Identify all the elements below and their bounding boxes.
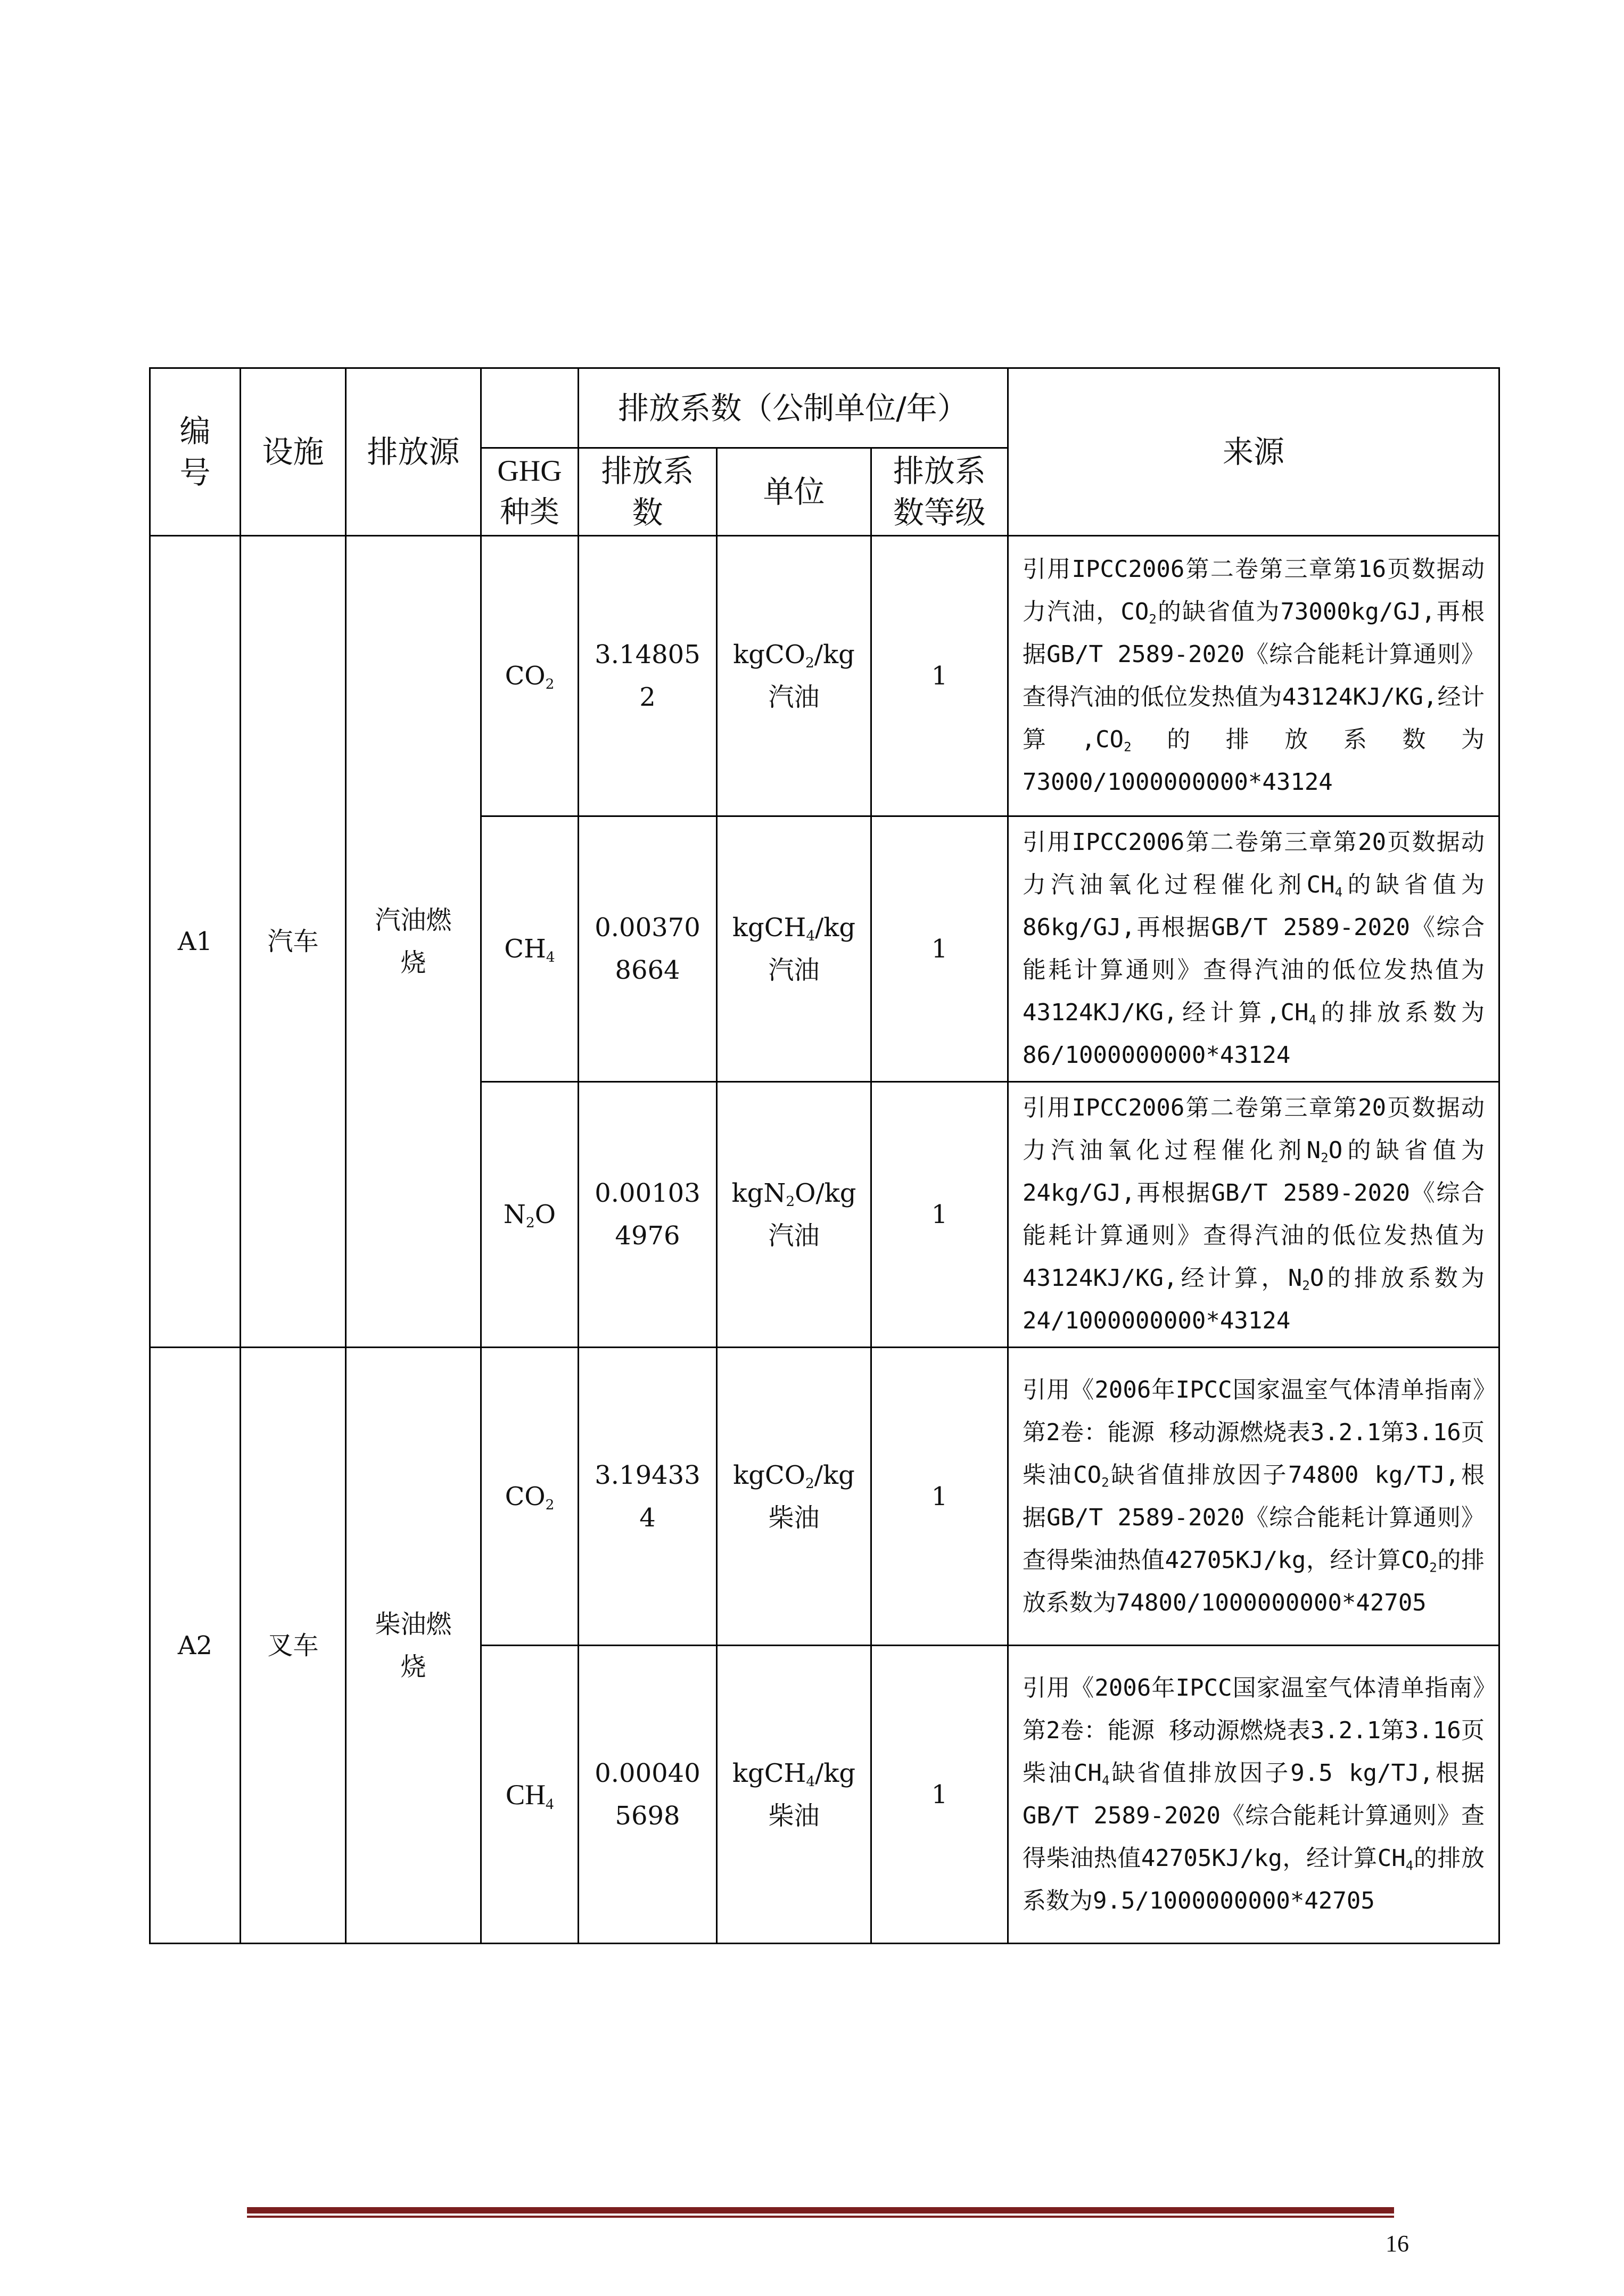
header-source: 排放源: [346, 368, 481, 536]
header-factor: 排放系 数: [579, 448, 717, 536]
cell-unit: kgCO$_2$/kg 柴油: [717, 1348, 871, 1646]
cell-grade: 1: [871, 1082, 1008, 1348]
cell-id: A1: [150, 536, 241, 1348]
cell-ghg: $CO_2$: [481, 536, 579, 816]
header-facility: 设施: [241, 368, 346, 536]
cell-origin: 引用IPCC2006第二卷第三章第20页数据动力汽油氧化过程催化剂$N_2O$的缺省值为24kg/GJ,再根据GB/T 2589-2020《综合能耗计算通则》查得汽油的低位发热值为43124KJ/KG,经计算，$N_2O$的排放系数为24/1000000000*43124: [1008, 1082, 1499, 1348]
header-origin: 来源: [1008, 368, 1499, 536]
cell-unit: kgCH$_4$/kg 柴油: [717, 1646, 871, 1944]
header-grade: 排放系 数等级: [871, 448, 1008, 536]
cell-grade: 1: [871, 1348, 1008, 1646]
cell-origin: 引用IPCC2006第二卷第三章第16页数据动力汽油，$CO_2$的缺省值为73000kg/GJ,再根据GB/T 2589-2020《综合能耗计算通则》查得汽油的低位发热值为43124KJ/KG,经计算$,CO_2$的排放系数为73000/1000000000*43124: [1008, 536, 1499, 816]
table-row: [150, 1348, 1499, 1646]
header-unit: 单位: [717, 448, 871, 536]
cell-facility: 汽车: [241, 536, 346, 1348]
footer-rule-thin: [247, 2216, 1394, 2218]
cell-grade: 1: [871, 816, 1008, 1082]
footer-rule: [247, 2207, 1394, 2214]
cell-ghg: $CO_2$: [481, 1348, 579, 1646]
header-id: 编 号: [150, 368, 241, 536]
cell-ghg: $N_2O$: [481, 1082, 579, 1348]
cell-grade: 1: [871, 1646, 1008, 1944]
header-ghg: GHG 种类: [481, 448, 579, 536]
cell-unit: kgCO$_2$/kg 汽油: [717, 536, 871, 816]
cell-factor: 0.00103 4976: [579, 1082, 717, 1348]
cell-factor: 0.00040 5698: [579, 1646, 717, 1944]
cell-unit: kgN$_2$O/kg 汽油: [717, 1082, 871, 1348]
page-number: 16: [1386, 2231, 1409, 2257]
cell-factor: 3.14805 2: [579, 536, 717, 816]
table-row: [150, 536, 1499, 816]
cell-origin: 引用《2006年IPCC国家温室气体清单指南》第2卷：能源 移动源燃烧表3.2.1第3.16页柴油$CO_2$缺省值排放因子74800 kg/TJ,根据GB/T 2589-2020《综合能耗计算通则》查得柴油热值42705KJ/kg，经计算$CO_2$的排放系数为74800/1000000000*42705: [1008, 1348, 1499, 1646]
emission-factor-table: [149, 367, 1500, 1944]
header-factor-group: 排放系数（公制单位/年）: [579, 368, 1008, 448]
cell-source: 汽油燃 烧: [346, 536, 481, 1348]
cell-unit: kgCH$_4$/kg 汽油: [717, 816, 871, 1082]
cell-grade: 1: [871, 536, 1008, 816]
cell-factor: 0.00370 8664: [579, 816, 717, 1082]
cell-origin: 引用《2006年IPCC国家温室气体清单指南》第2卷：能源 移动源燃烧表3.2.1第3.16页柴油$CH_4$缺省值排放因子9.5 kg/TJ,根据GB/T 2589-2020《综合能耗计算通则》查得柴油热值42705KJ/kg，经计算$CH_4$的排放系数为9.5/1000000000*42705: [1008, 1646, 1499, 1944]
cell-id: A2: [150, 1348, 241, 1944]
header-blank: [481, 368, 579, 448]
cell-origin: 引用IPCC2006第二卷第三章第20页数据动力汽油氧化过程催化剂$CH_4$的缺省值为86kg/GJ,再根据GB/T 2589-2020《综合能耗计算通则》查得汽油的低位发热值为43124KJ/KG,经计算$,CH_4$的排放系数为86/1000000000*43124: [1008, 816, 1499, 1082]
cell-factor: 3.19433 4: [579, 1348, 717, 1646]
cell-ghg: $CH_4$: [481, 816, 579, 1082]
cell-facility: 叉车: [241, 1348, 346, 1944]
cell-ghg: $CH_4$: [481, 1646, 579, 1944]
cell-source: 柴油燃 烧: [346, 1348, 481, 1944]
